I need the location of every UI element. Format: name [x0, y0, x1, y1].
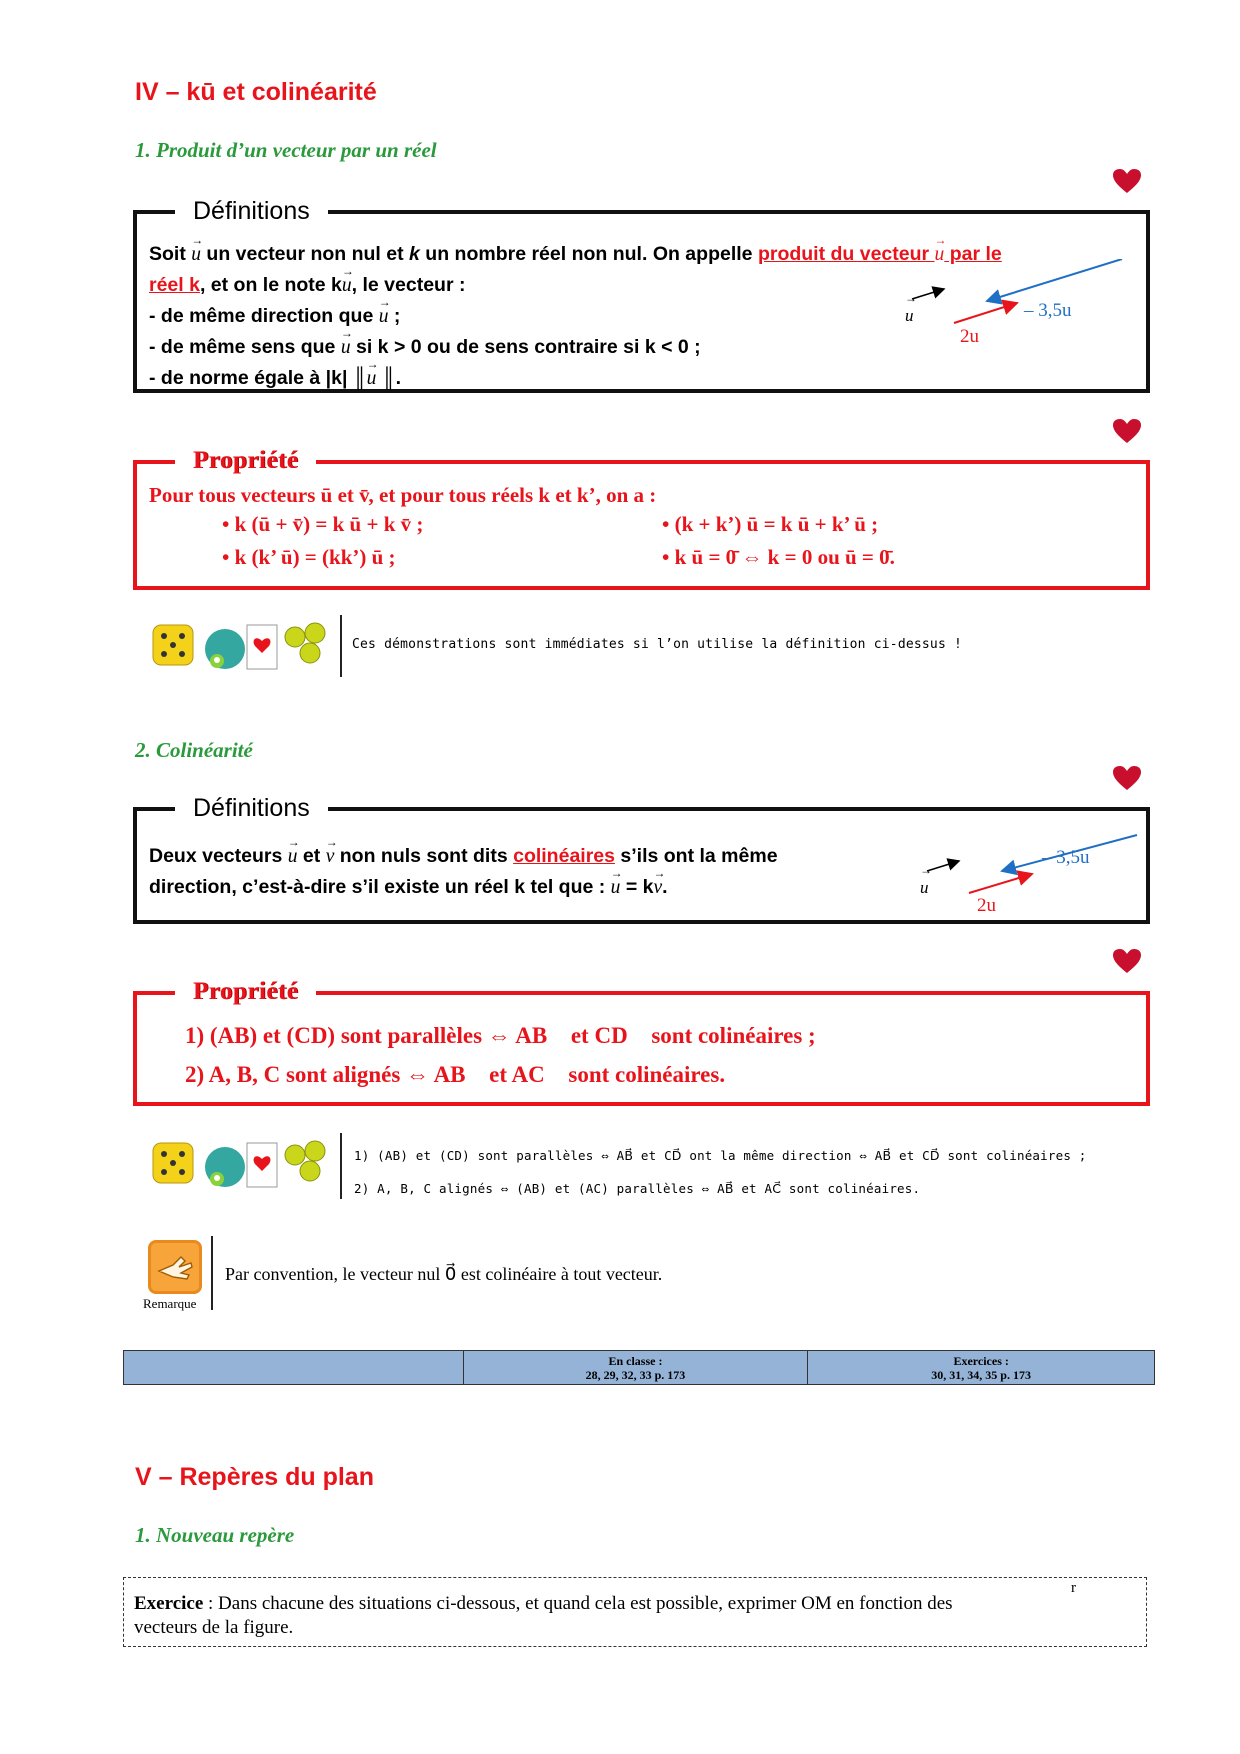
section-4-title: IV – kū et colinéarité [135, 78, 377, 106]
demonstration-icons [150, 1135, 340, 1191]
demonstration-divider [340, 615, 342, 677]
subsection-2-title: 2. Colinéarité [135, 738, 253, 762]
remark-icon [148, 1240, 202, 1294]
definition-label: Définitions [175, 194, 328, 228]
table-cell-in-class: En classe : 28, 29, 32, 33 p. 173 [463, 1351, 808, 1385]
property-box-2 [133, 978, 1150, 1106]
property-intro: Pour tous vecteurs ū et v̄, et pour tous réels k et k’, on a : [149, 483, 657, 507]
property-item-1: • k (ū + v̄) = k ū + k v̄ ; [222, 512, 424, 536]
property-label: Propriété [175, 444, 316, 478]
definition-box-2 [133, 794, 1150, 924]
property-item-2: • (k + k’) ū = k ū + k’ ū ; [662, 512, 879, 536]
remark-text: Par convention, le vecteur nul 0⃗ est colinéaire à tout vecteur. [225, 1264, 663, 1284]
definition-text: Soit → u un vecteur non nul et k un nombre réel non nul. On appelle produit du vecteur → u par le réel k, et on le note k→ u, le vecteur : - de même direction que → u ; - de même sens que → u si k > 0 ou de sens contraire si k < 0 ; - de norme égale à |k| ║→ u ║. [149, 239, 1149, 394]
demonstration-line-1: 1) (AB) et (CD) sont parallèles ⇔ AB⃗ et CD⃗ ont la même direction ⇔ AB⃗ et CD⃗ sont colinéaires ; [354, 1148, 1087, 1163]
demonstration-text: Ces démonstrations sont immédiates si l’on utilise la définition ci-dessus ! [352, 637, 963, 652]
table-cell-empty [124, 1351, 464, 1385]
exercise-text-2: vecteurs de la figure. [134, 1617, 294, 1638]
figure-label-u: → u [905, 306, 914, 326]
definition-label: Définitions [175, 791, 328, 825]
subsection-title: 1. Nouveau repère [135, 1523, 295, 1547]
property-label: Propriété [175, 975, 316, 1009]
exercise-label: Exercice [134, 1593, 204, 1614]
heart-icon [1112, 418, 1142, 444]
heart-icon [1112, 168, 1142, 194]
figure-label-minus-3-5u: – 3,5u [1024, 300, 1072, 321]
vector-figure-1 [892, 259, 1132, 349]
remark-label: Remarque [143, 1296, 197, 1311]
exercise-box [123, 1577, 1147, 1647]
remark-divider [211, 1236, 213, 1310]
section-5-title: V – Repères du plan [135, 1463, 374, 1491]
property-item-3: • k (k’ ū) = (kk’) ū ; [222, 545, 396, 569]
figure-label-minus-3-5u: – 3,5u [1042, 847, 1090, 868]
figure-label-2u: 2u [960, 326, 979, 347]
exercise-vector-mark: r [1071, 1580, 1076, 1596]
figure-label-u: → u [920, 878, 929, 898]
vector-u: → u [191, 240, 201, 270]
figure-label-2u: 2u [977, 895, 996, 916]
table-cell-exercises: Exercices : 30, 31, 34, 35 p. 173 [808, 1351, 1155, 1385]
definition-box-1 [133, 197, 1150, 393]
demonstration-icons [150, 617, 340, 673]
property-box-1 [133, 447, 1150, 590]
definition-text: Deux vecteurs → u et → v non nuls sont dits colinéaires s’ils ont la même direction, c’est-à-dire s’il existe un réel k tel que : → u = k→ v. [149, 841, 909, 903]
demonstration-divider [340, 1133, 342, 1199]
exercises-reference-table [123, 1350, 1155, 1385]
demonstration-line-2: 2) A, B, C alignés ⇔ (AB) et (AC) parallèles ⇔ AB⃗ et AC⃗ sont colinéaires. [354, 1181, 921, 1196]
property-item-1: 1) (AB) et (CD) sont parallèles ⇔ AB⃗ et CD⃗ sont colinéaires ; [185, 1023, 816, 1048]
heart-icon [1112, 765, 1142, 791]
heart-icon [1112, 948, 1142, 974]
property-item-4: • k ū = 0̄ ⇔ k = 0 ou ū = 0̄. [662, 545, 895, 569]
exercise-text-1: : Dans chacune des situations ci-dessous, et quand cela est possible, exprimer OM en fonction des [203, 1593, 953, 1614]
property-item-2: 2) A, B, C sont alignés ⇔ AB⃗ et AC⃗ sont colinéaires. [185, 1062, 726, 1087]
subsection-1-title: 1. Produit d’un vecteur par un réel [135, 138, 437, 162]
vector-figure-2 [907, 829, 1147, 919]
